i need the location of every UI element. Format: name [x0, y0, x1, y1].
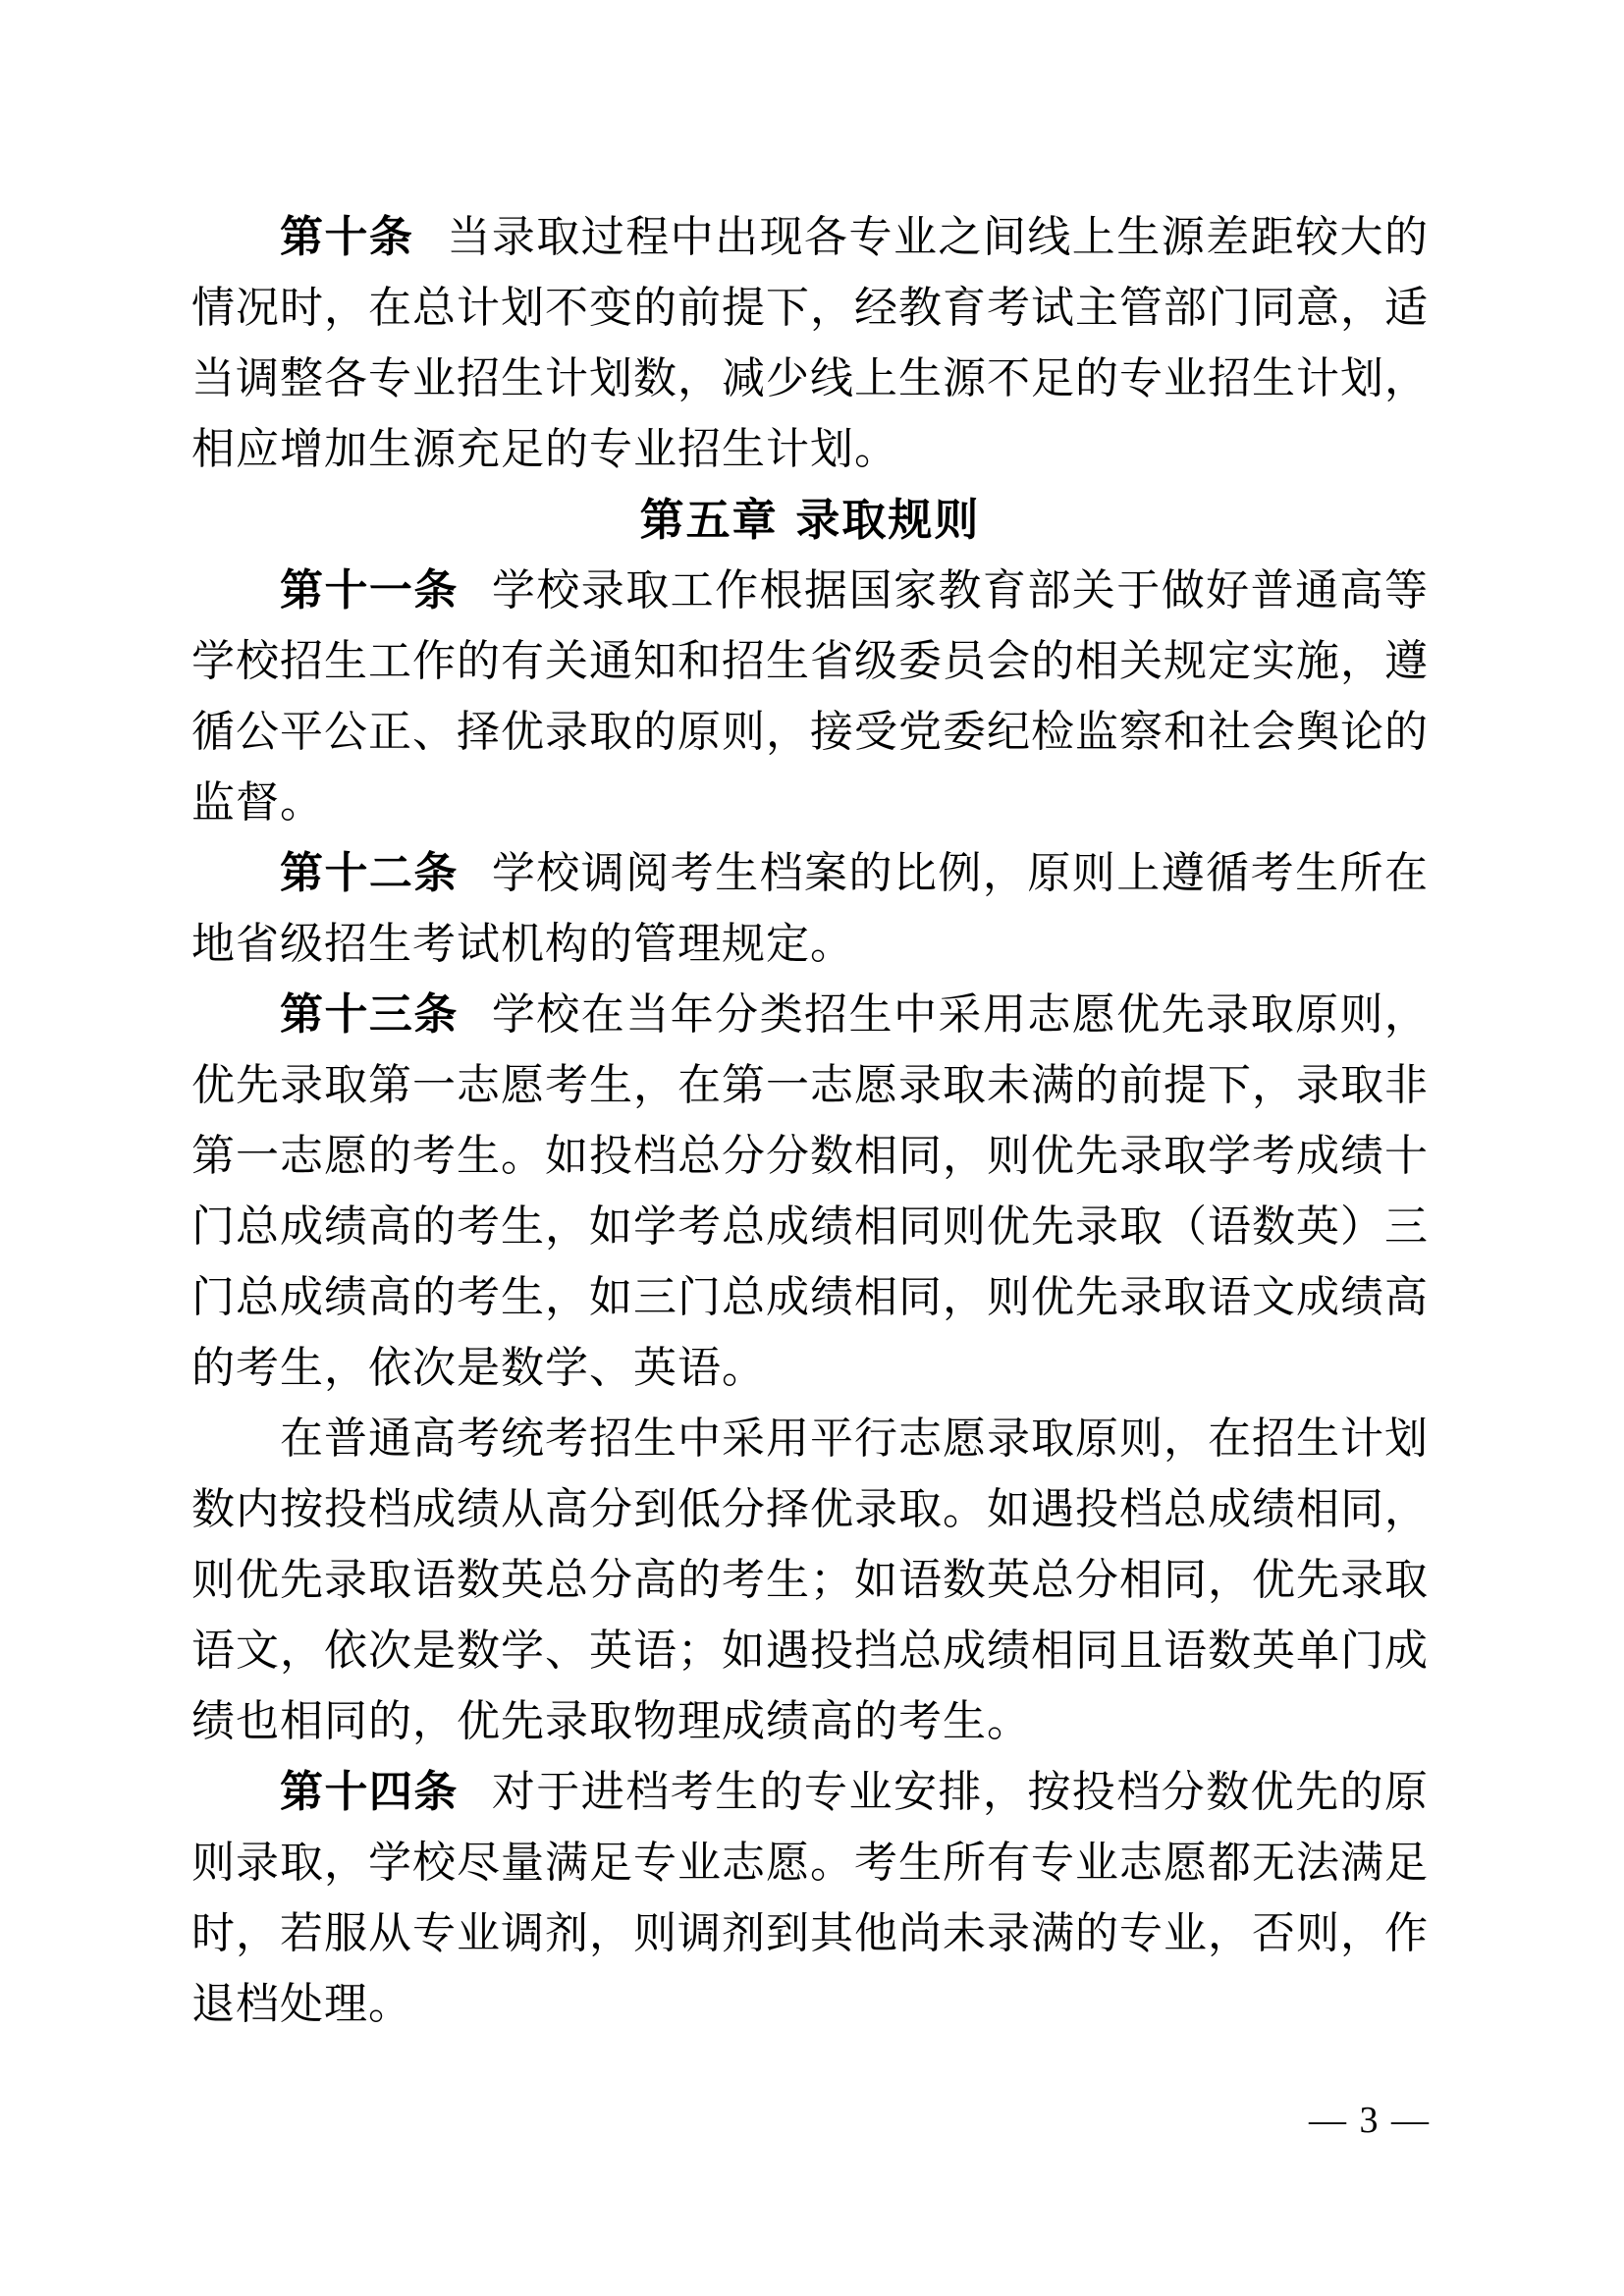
article-12-label: 第十二条: [280, 848, 459, 898]
article-14-label: 第十四条: [280, 1767, 459, 1817]
article-13-continued-text: 在普通高考统考招生中采用平行志愿录取原则，在招生计划数内按投档成绩从高分到低分择优录取。如遇投档总成绩相同，则优先录取语数英总分高的考生；如语数英总分相同，优先录取语文，依次是数学、英语；如遇投挡总成绩相同且语数英单门成绩也相同的，优先录取物理成绩高的考生。: [191, 1415, 1429, 1745]
article-14-text: 对于进档考生的专业安排，按投档分数优先的原则录取，学校尽量满足专业志愿。考生所有专业志愿都无法满足时，若服从专业调剂，则调剂到其他尚未录满的专业，否则，作退档处理。: [191, 1768, 1430, 2028]
article-13-text: 学校在当年分类招生中采用志愿优先录取原则，优先录取第一志愿考生，在第一志愿录取未满的前提下，录取非第一志愿的考生。如投档总分分数相同，则优先录取学考成绩十门总成绩高的考生，如学考总成绩相同则优先录取（语数英）三门总成绩高的考生，如三门总成绩相同，则优先录取语文成绩高的考生，依次是数学、英语。: [191, 990, 1430, 1392]
page-footer: [1309, 2085, 1431, 2156]
paragraph-article-13-continued: [191, 1404, 1429, 1757]
document-content: [191, 202, 1429, 2040]
article-12-text: 学校调阅考生档案的比例，原则上遵循考生所在地省级招生考试机构的管理规定。: [191, 849, 1430, 968]
paragraph-article-10: [191, 202, 1429, 485]
paragraph-article-12: [191, 838, 1429, 980]
paragraph-article-11: [191, 556, 1429, 838]
article-11-label: 第十一条: [280, 565, 459, 615]
article-10-text: 当录取过程中出现各专业之间线上生源差距较大的情况时，在总计划不变的前提下，经教育考试主管部门同意，适当调整各专业招生计划数，减少线上生源不足的专业招生计划，相应增加生源充足的专业招生计划。: [191, 213, 1429, 473]
paragraph-article-14: [191, 1757, 1429, 2040]
article-11-text: 学校录取工作根据国家教育部关于做好普通高等学校招生工作的有关通知和招生省级委员会的相关规定实施，遵循公平公正、择优录取的原则，接受党委纪检监察和社会舆论的监督。: [191, 566, 1430, 827]
article-10-label: 第十条: [280, 212, 414, 262]
chapter-5-heading: 第五章 录取规则: [639, 494, 981, 546]
article-13-label: 第十三条: [280, 989, 459, 1040]
page-number: — 3 —: [1309, 2100, 1431, 2141]
paragraph-article-13: [191, 980, 1429, 1404]
